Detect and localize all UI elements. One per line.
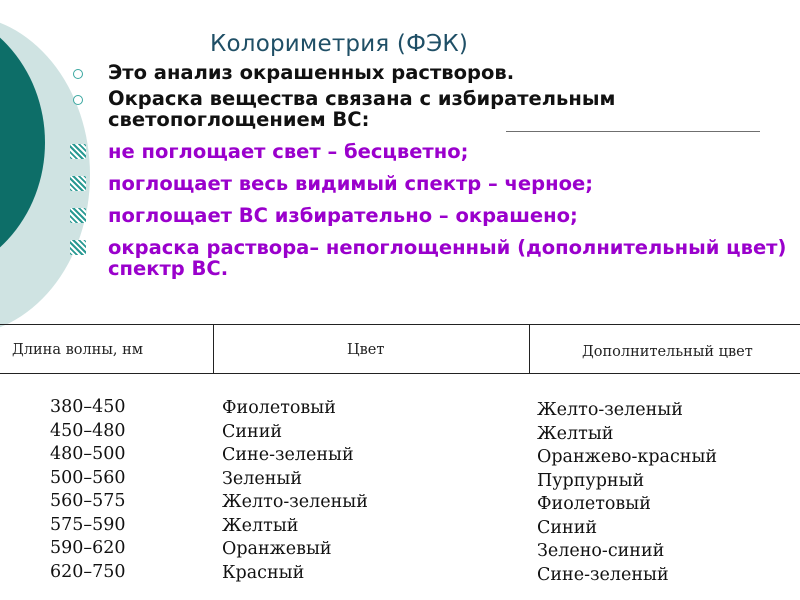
bullet-item — [70, 88, 790, 130]
slide-title: Колориметрия (ФЭК) — [210, 31, 469, 57]
table-header-wavelength: Длина волны, нм — [12, 342, 144, 358]
table-cell: Желтый — [222, 515, 299, 536]
table-cell: Пурпурный — [537, 470, 645, 491]
bullet-text: поглощает ВС избирательно – окрашено; — [108, 204, 578, 227]
table-cell: 560–575 — [50, 491, 126, 511]
table-cell: Фиолетовый — [537, 494, 651, 514]
table-cell: 590–620 — [50, 538, 126, 558]
bullet-item — [70, 205, 790, 226]
table-cell: Желто-зеленый — [222, 492, 368, 512]
table-col-divider — [213, 324, 214, 373]
table-cell: Зелено-синий — [537, 541, 665, 561]
table-cell: 450–480 — [50, 420, 126, 441]
table-cell: Оранжевый — [222, 539, 332, 559]
bullet-text: Окраска вещества связана с избирательным светопоглощением ВС: — [108, 87, 616, 131]
table-cell: 480–500 — [50, 444, 126, 464]
table-cell: Синий — [537, 517, 598, 538]
table-cell: Желто-зеленый — [537, 400, 683, 420]
table-cell: Красный — [222, 562, 305, 583]
table-cell: 620–750 — [50, 561, 126, 582]
table-cell: 575–590 — [50, 514, 126, 535]
bullet-item — [70, 141, 790, 162]
bullet-item — [70, 62, 790, 83]
table-column-wavelength — [50, 396, 126, 584]
bullet-text: не поглощает свет – бесцветно; — [108, 140, 469, 163]
table-cell: Оранжево-красный — [537, 447, 718, 467]
table-header-color: Цвет — [347, 342, 385, 358]
bullet-text: окраска раствора– непоглощенный (дополнительный цвет) спектр ВС. — [108, 236, 787, 280]
table-column-complementary — [537, 399, 717, 587]
table-column-color — [222, 397, 368, 585]
bullet-text: Это анализ окрашенных растворов. — [108, 61, 515, 84]
table-cell: Фиолетовый — [222, 398, 336, 418]
table-cell: Синий — [222, 421, 283, 442]
table-cell: Желтый — [537, 423, 614, 444]
table-header-complementary: Дополнительный цвет — [582, 344, 753, 360]
table-cell: Сине-зеленый — [222, 445, 354, 465]
table-header-rule — [0, 373, 800, 374]
bullet-item — [70, 173, 790, 194]
table-col-divider — [529, 324, 530, 373]
table-cell: Сине-зеленый — [537, 564, 669, 585]
bullet-text: поглощает весь видимый спектр – черное; — [108, 172, 593, 195]
table-cell: 500–560 — [50, 467, 126, 488]
title-rule — [506, 131, 760, 132]
bullet-item — [70, 237, 790, 279]
bullet-list — [70, 62, 790, 279]
table-cell: 380–450 — [50, 397, 126, 417]
table-cell: Зеленый — [222, 468, 302, 489]
table-top-rule — [0, 324, 800, 325]
